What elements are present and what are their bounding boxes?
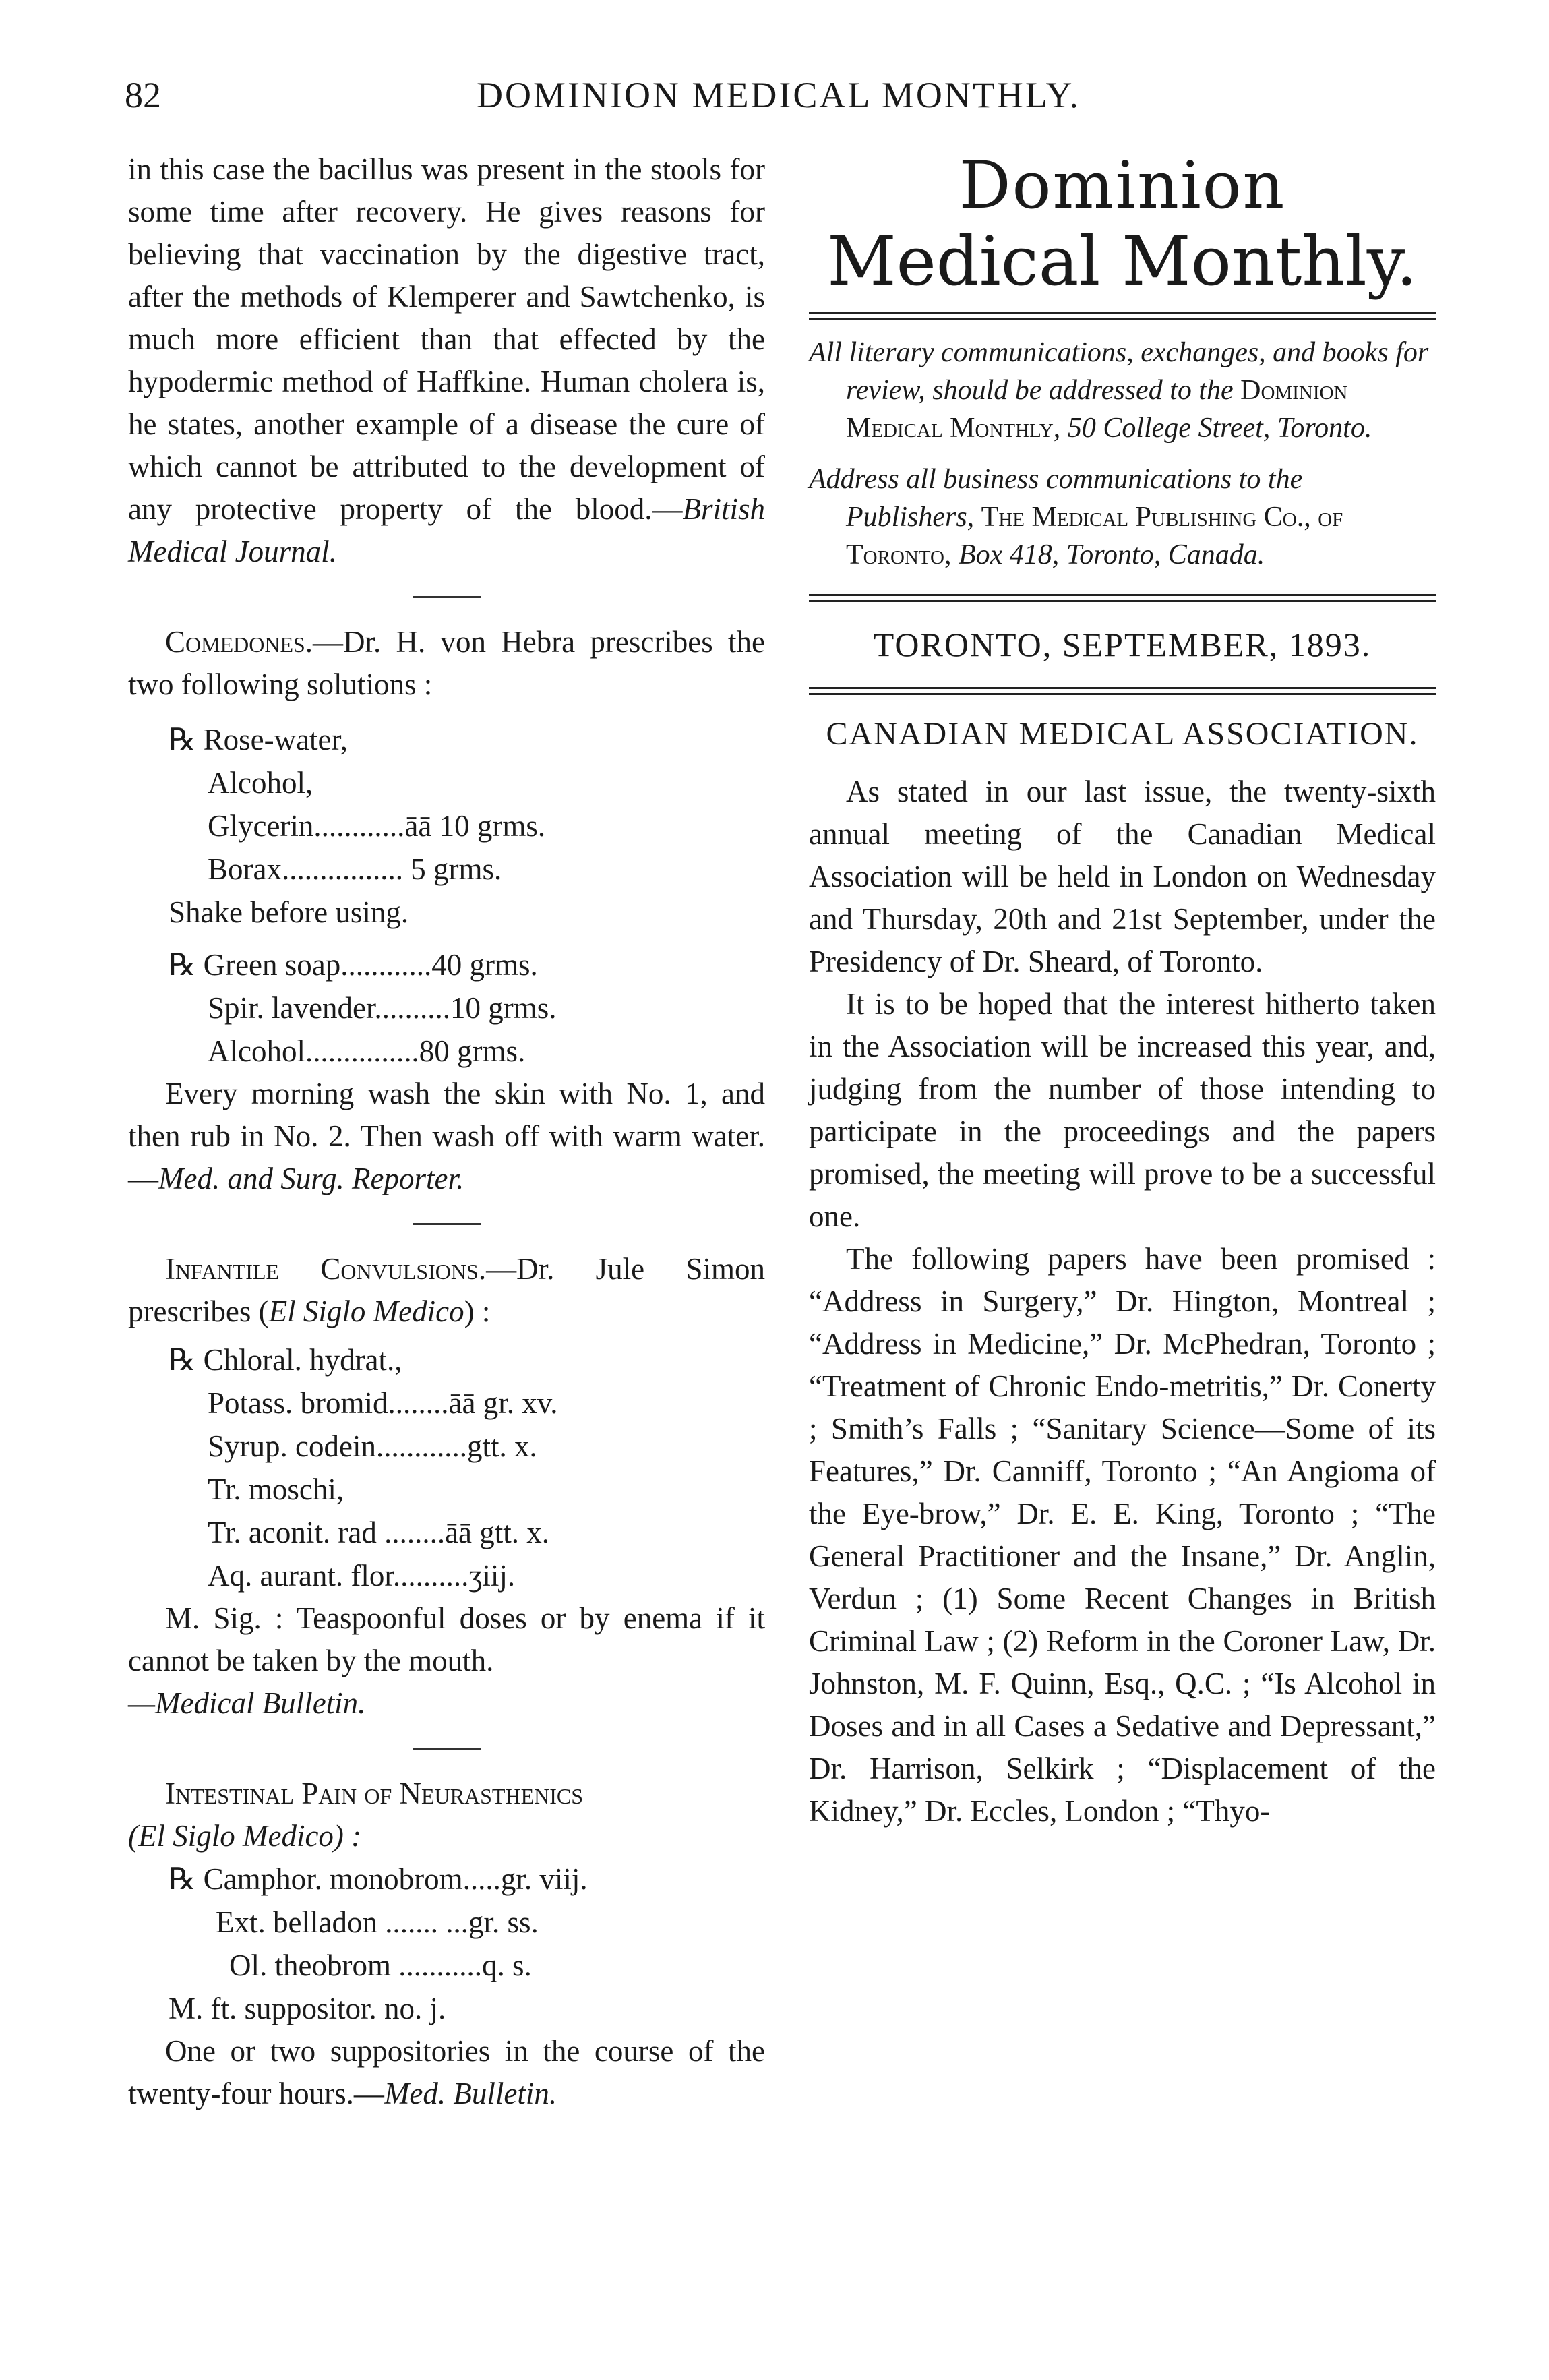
prescription-line: Syrup. codein............gtt. x.: [208, 1429, 537, 1463]
association-paragraph-3: The following papers have been promised : “Address in Surgery,” Dr. Hington, Montreal ; “Address in Medicine,” Dr. McPhedran, Toronto ; “Treatment of Chronic Endo-metritis,” Dr. Conerty ; Smith’s Falls ; “Sanitary Science—Some of its Features,” Dr. Canniff, Toronto ; “An Angioma of the Eye-brow,” Dr. E. E. King, Toronto ; “The General Practitioner and the Insane,” Dr. Anglin, Verdun ; (1) Some Recent Changes in British Criminal Law ; (2) Reform in the Coroner Law, Dr. Johnston, M. F. Quinn, Esq., Q.C. ; “Is Alcohol in Doses and in all Cases a Sedative and Depressant,” Dr. Harrison, Selkirk ; “Displacement of the Kidney,” Dr. Eccles, London ; “Thyo-: [809, 1242, 1436, 1828]
cholera-source: British Medical Journal.: [128, 492, 765, 568]
cholera-paragraph: [128, 148, 765, 573]
prescription-3-source: —Medical Bulletin.: [128, 1686, 366, 1720]
comedones-text: —Dr. H. von Hebra prescribes the two following solutions :: [128, 625, 765, 701]
prescription-line: M. ft. suppositor. no. j.: [169, 1992, 446, 2025]
prescription-4: [128, 1857, 765, 2030]
direction-text: Every morning wash the skin with No. 1, and then rub in No. 2. Then wash off with warm water.—: [128, 1077, 765, 1195]
prescription-line: Aq. aurant. flor..........ʒiij.: [208, 1559, 516, 1593]
prescription-line: Glycerin............āā 10 grms.: [208, 809, 546, 843]
convulsions-source: El Siglo Medico: [268, 1295, 464, 1328]
convulsions-end: ) :: [464, 1295, 491, 1328]
association-paragraph-2: It is to be hoped that the interest hitherto taken in the Association will be increased this year, and, judging from the number of those intending to participate in the proceedings and the papers promised, the meeting will prove to be a successful one.: [809, 987, 1436, 1233]
right-column: [809, 148, 1436, 1833]
section-divider: [413, 596, 481, 598]
prescription-line: Tr. aconit. rad ........āā gtt. x.: [208, 1516, 550, 1549]
prescription-line: ℞ Camphor. monobrom.....gr. viij.: [169, 1862, 588, 1896]
direction-text: One or two suppositories in the course of the twenty-four hours.—: [128, 2034, 765, 2110]
notice-text: Address all business communications to the Publishers,: [809, 464, 1303, 533]
double-rule: [809, 687, 1436, 695]
cholera-text: in this case the bacillus was present in the stools for some time after recovery. He gives reasons for believing that vaccination by the digestive tract, after the methods of Klemperer and Sawtchenko, is much more efficient than that effected by the hypodermic method of Haffkine. Human cholera is, he states, another example of a disease the cure of which cannot be attributed to the development of any protective property of the blood.—: [128, 152, 765, 526]
section-title: CANADIAN MEDICAL ASSOCIATION.: [826, 716, 1419, 752]
prescription-line: Ol. theobrom ...........q. s.: [229, 1948, 532, 1982]
editorial-notice: [809, 334, 1436, 447]
prescription-line: Borax................ 5 grms.: [208, 852, 502, 886]
intestinal-source: (El Siglo Medico) :: [128, 1819, 362, 1853]
notice-address: Box 418, Toronto, Canada.: [951, 539, 1265, 570]
prescription-1: [128, 718, 765, 934]
prescription-line: Alcohol...............80 grms.: [208, 1034, 526, 1068]
prescription-4-direction: [128, 2030, 765, 2115]
prescription-line: Potass. bromid........āā gr. xv.: [208, 1386, 558, 1420]
section-divider: [413, 1223, 481, 1225]
running-title: DOMINION MEDICAL MONTHLY.: [476, 75, 1081, 115]
page-header: [118, 74, 1439, 135]
convulsions-heading: Infantile Convulsions.: [165, 1252, 487, 1286]
prescription-line: ℞ Rose-water,: [169, 723, 348, 756]
comedones-heading: Comedones.: [165, 625, 313, 659]
prescription-line: Ext. belladon ....... ...gr. ss.: [216, 1905, 539, 1939]
dateline: TORONTO, SEPTEMBER, 1893.: [873, 626, 1372, 663]
association-paragraph-1: As stated in our last issue, the twenty-sixth annual meeting of the Canadian Medical Association will be held in London on Wednesday and Thursday, 20th and 21st September, under the Presidency of Dr. Sheard, of Toronto.: [809, 775, 1436, 978]
prescription-3-direction: M. Sig. : Teaspoonful doses or by enema if it cannot be taken by the mouth.: [128, 1601, 765, 1677]
prescription-line: ℞ Green soap............40 grms.: [169, 948, 538, 982]
section-divider: [413, 1748, 481, 1750]
comedones-paragraph: [128, 621, 765, 706]
notice-name: Dominion Medical Monthly,: [846, 375, 1348, 444]
notice-name: The Medical Publishing Co., of Toronto,: [846, 502, 1343, 570]
convulsions-text: —Dr. Jule Simon prescribes (: [128, 1252, 765, 1328]
intestinal-heading: Intestinal Pain of Neurasthenics: [165, 1777, 584, 1810]
prescription-line: ℞ Chloral. hydrat.,: [169, 1343, 402, 1377]
direction-source: Med. and Surg. Reporter.: [158, 1162, 464, 1195]
left-column: [128, 148, 765, 2115]
prescription-2-direction: [128, 1073, 765, 1200]
business-notice: [809, 460, 1436, 574]
masthead-subtitle: Medical Monthly.: [827, 222, 1418, 301]
masthead-title: Dominion: [959, 148, 1286, 223]
prescription-line: Spir. lavender..........10 grms.: [208, 991, 557, 1025]
notice-address: 50 College Street, Toronto.: [1060, 413, 1372, 444]
direction-source: Med. Bulletin.: [384, 2077, 557, 2110]
prescription-3: [128, 1338, 765, 1597]
prescription-line: Tr. moschi,: [208, 1472, 344, 1506]
convulsions-paragraph: [128, 1248, 765, 1333]
double-rule: [809, 312, 1436, 320]
double-rule: [809, 594, 1436, 602]
prescription-direction: Shake before using.: [169, 895, 409, 929]
prescription-2: [128, 943, 765, 1073]
notice-text: All literary communications, exchanges, and books for review, should be addressed to the: [809, 337, 1429, 406]
page-number: 82: [125, 75, 161, 115]
intestinal-heading-line: [128, 1773, 765, 1815]
prescription-line: Alcohol,: [208, 766, 313, 800]
